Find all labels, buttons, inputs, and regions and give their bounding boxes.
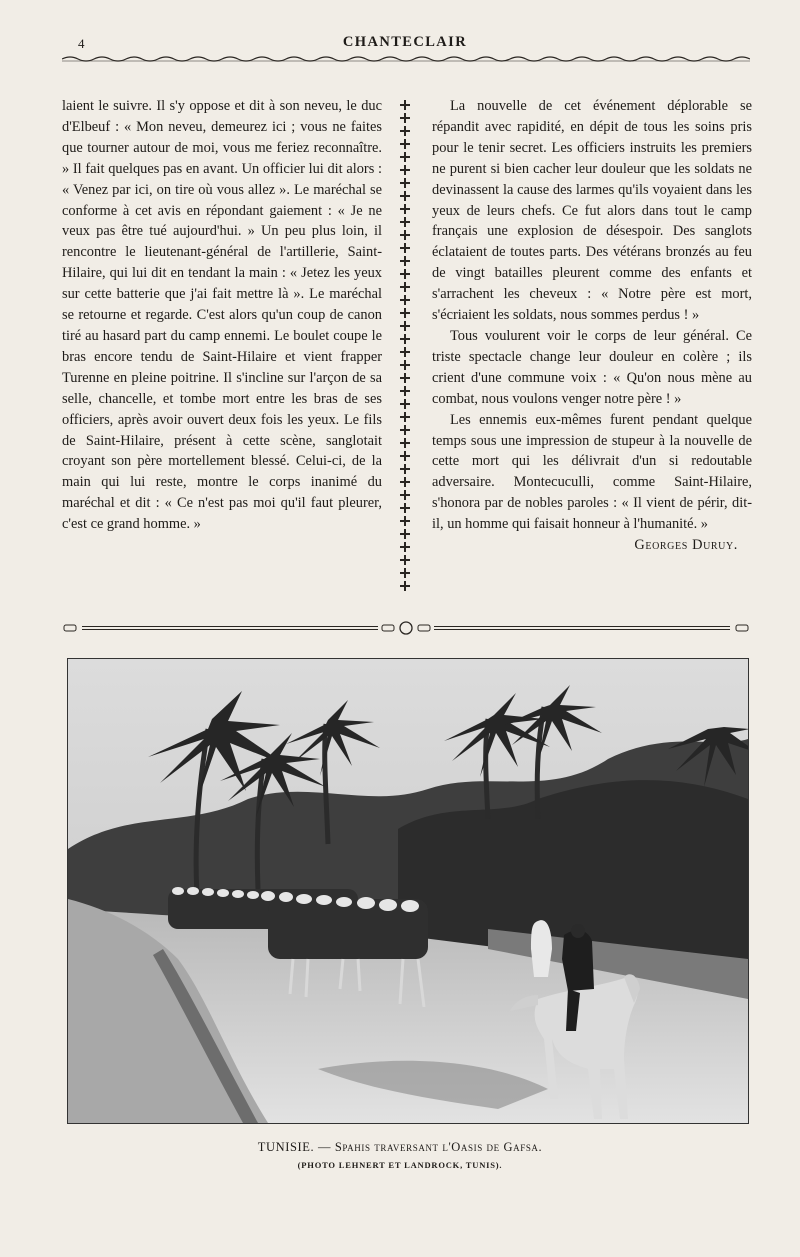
cross-ornament (400, 555, 410, 565)
page-header (62, 34, 748, 64)
cross-ornament (400, 165, 410, 175)
photo-credit: (PHOTO LEHNERT ET LANDROCK, TUNIS). (297, 1160, 503, 1170)
cross-ornament (400, 373, 410, 383)
cross-ornament (400, 113, 410, 123)
ornamental-divider (62, 619, 750, 637)
cross-ornament (400, 269, 410, 279)
article-left-column (62, 96, 382, 535)
cross-ornament (400, 568, 410, 578)
caption-dash: — (314, 1140, 335, 1154)
left-column-text: laient le suivre. Il s'y oppose et dit à son neveu, le duc d'Elbeuf : « Mon neveu, demeurez ici ; vous ne faites que tourner autour de moi, vous me feriez reconnaître. » Il fait quelques pas en avant. Un officier lui dit alors : « Venez par ici, on tire où vous allez ». Le maréchal se conforme à cet avis en répondant gaiement : « Je ne veux pas être tué aujourd'hui. » Un peu plus loin, il rencontre le lieutenant-général de l'artillerie, Saint-Hilaire, qui lui dit en tendant la main : « Jetez les yeux sur cette batterie que j'ai fait mettre là ». Le maréchal se retourne et regarde. C'est alors qu'un coup de canon tiré au hasard part du camp ennemi. Le boulet coupe le bras encore tendu de Saint-Hilaire et vient frapper Turenne en pleine poitrine. Il s'incline sur l'arçon de sa selle, chancelle, et tombe mort entre les bras de ses officiers, après avoir ouvert deux fois les yeux. Le fils de Saint-Hilaire, présent à cette scène, sanglotait croyant son père mortellement blessé. Celui-ci, de la main qui lui reste, montre le corps inanimé du maréchal et dit : « Ce n'est pas moi qu'il faut pleurer, c'est ce grand homme. » (62, 98, 382, 533)
cross-ornament (400, 256, 410, 266)
cross-ornament (400, 542, 410, 552)
cross-ornament (400, 139, 410, 149)
cross-ornament (400, 503, 410, 513)
page-number: 4 (78, 36, 85, 51)
cross-ornament (400, 295, 410, 305)
caption-text: Spahis traversant l'Oasis de Gafsa. (334, 1140, 543, 1154)
cross-ornament (400, 347, 410, 357)
cross-ornament (400, 191, 410, 201)
cross-ornament (400, 334, 410, 344)
right-paragraph-1: La nouvelle de cet événement déplorable se répandit avec rapidité, en dépit de tous les soins pris pour le tenir secret. Les officiers instruits les premiers ne purent si bien cacher leur douleur que les soldats ne devinassent la cause des larmes qu'ils voyaient dans les yeux de leurs chefs. Ce fut alors dans tout le camp français une explosion de désespoir. Des sanglots éclataient de toutes parts. Des vétérans bronzés au feu de vingt batailles pleurent comme des enfants et s'arrachent les cheveux : « Notre père est mort, s'écriaient les soldats, nous sommes perdus ! » (432, 98, 752, 324)
cross-ornament (400, 282, 410, 292)
cross-ornament (400, 230, 410, 240)
article-right-column (432, 96, 752, 556)
right-paragraph-3 (432, 410, 752, 554)
cross-ornament (400, 516, 410, 526)
cross-ornament (400, 425, 410, 435)
cross-ornament (400, 464, 410, 474)
cross-ornament (400, 477, 410, 487)
right-paragraph-2: Tous voulurent voir le corps de leur général. Ce triste spectacle change leur douleur en colère ; ils crient d'une commune voix : « Qu'on nous mène au combat, nous voulons venger notre père ! » (432, 327, 752, 407)
journal-title: CHANTECLAIR (342, 34, 468, 50)
photo-caption (0, 1140, 800, 1155)
cross-ornament (400, 126, 410, 136)
author-signature: Georges Duruy. (634, 537, 738, 554)
cross-ornament (400, 399, 410, 409)
cross-ornament (400, 321, 410, 331)
cross-ornament (400, 217, 410, 227)
cross-ornament (400, 412, 410, 422)
cross-ornament (400, 152, 410, 162)
right-paragraph-3-text: Les ennemis eux-mêmes furent pendant quelque temps sous une impression de stupeur à la nouvelle de cette mort qui les délivrait d'un si redoutable adversaire. Montecuculli, comme Saint-Hilaire, s'honora par de nobles paroles : « Il vient de périr, dit-il, un homme qui faisait honneur à l'humanité. » (432, 411, 752, 533)
cross-ornament (400, 308, 410, 318)
header-wavy-rule (62, 54, 750, 64)
cross-ornament (400, 178, 410, 188)
cross-ornament (400, 243, 410, 253)
cross-ornament (400, 529, 410, 539)
cross-ornament (400, 490, 410, 500)
ornamental-cross-column (397, 100, 413, 600)
cross-ornament (400, 204, 410, 214)
cross-ornament (400, 581, 410, 591)
photograph-spahis-oasis (67, 658, 749, 1124)
cross-ornament (400, 451, 410, 461)
cross-ornament (400, 386, 410, 396)
cross-ornament (400, 438, 410, 448)
caption-place: TUNISIE. (257, 1140, 315, 1154)
cross-ornament (400, 360, 410, 370)
cross-ornament (400, 100, 410, 110)
